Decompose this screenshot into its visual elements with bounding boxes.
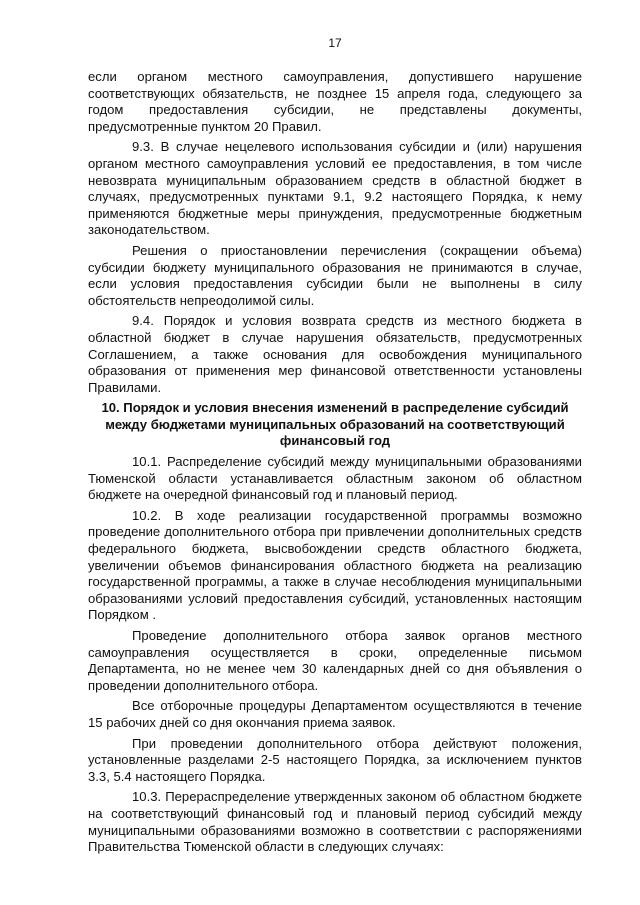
paragraph: 10.1. Распределение субсидий между муниципальными образованиями Тюменской области устанавливается областным законом об областном бюджете на очередной финансовый год и плановый период. <box>88 454 582 503</box>
paragraph: Проведение дополнительного отбора заявок органов местного самоуправления осуществляется в сроки, определенные письмом Департамента, но не менее чем 30 календарных дней со дня объявления о проведении дополнительного отбора. <box>88 628 582 693</box>
paragraph: 10.2. В ходе реализации государственной программы возможно проведение дополнительного отбора при привлечении дополнительных средств федерального бюджета, высвобождении средств областного бюджета, увеличении объемов финансирования областного бюджета на реализацию государственной программы, а также в случае несоблюдения муниципальными образованиями условий предоставления субсидий, установленных настоящим Порядком . <box>88 507 582 623</box>
paragraph: 9.3. В случае нецелевого использования субсидии и (или) нарушения органом местного самоуправления условий ее предоставления, в том числе невозврата муниципальным образованием средств в областной бюджет в случаях, предусмотренных пунктами 9.1, 9.2 настоящего Порядка, к нему применяются бюджетные меры принуждения, предусмотренные бюджетным законодательством. <box>88 139 582 238</box>
paragraph: 10.3. Перераспределение утвержденных законом об областном бюджете на соответствующий финансовый год и плановый период субсидий между муниципальными образованиями возможно в соответствии с распоряжениями Правительства Тюменской области в следующих случаях: <box>88 789 582 855</box>
paragraph: 9.4. Порядок и условия возврата средств из местного бюджета в областной бюджет в случае нарушения обязательств, предусмотренных Соглашением, а также основания для освобождения муниципального образования от применения мер финансовой ответственности установлены Правилами. <box>88 313 582 395</box>
paragraph: Все отборочные процедуры Департаментом осуществляются в течение 15 рабочих дней со дня окончания приема заявок. <box>88 698 582 730</box>
page-number: 17 <box>328 36 342 50</box>
paragraph: При проведении дополнительного отбора действуют положения, установленные разделами 2-5 настоящего Порядка, за исключением пунктов 3.3, 5.4 настоящего Порядка. <box>88 735 582 784</box>
section-10-text <box>88 454 582 856</box>
paragraph: если органом местного самоуправления, допустившего нарушение соответствующих обязательств, не позднее 15 апреля года, следующего за годом предоставления субсидии, не представлены документы, предусмотренные пунктом 20 Правил. <box>88 69 582 134</box>
section-9-text <box>88 69 582 396</box>
paragraph: Решения о приостановлении перечисления (сокращении объема) субсидии бюджету муниципального образования не принимаются в случае, если условия предоставления субсидии были не выполнены в силу обстоятельств непреодолимой силы. <box>88 242 582 308</box>
section-10-heading: 10. Порядок и условия внесения изменений в распределение субсидий между бюджетами муниципальных образований на соответствующий финансовый год <box>101 400 569 449</box>
